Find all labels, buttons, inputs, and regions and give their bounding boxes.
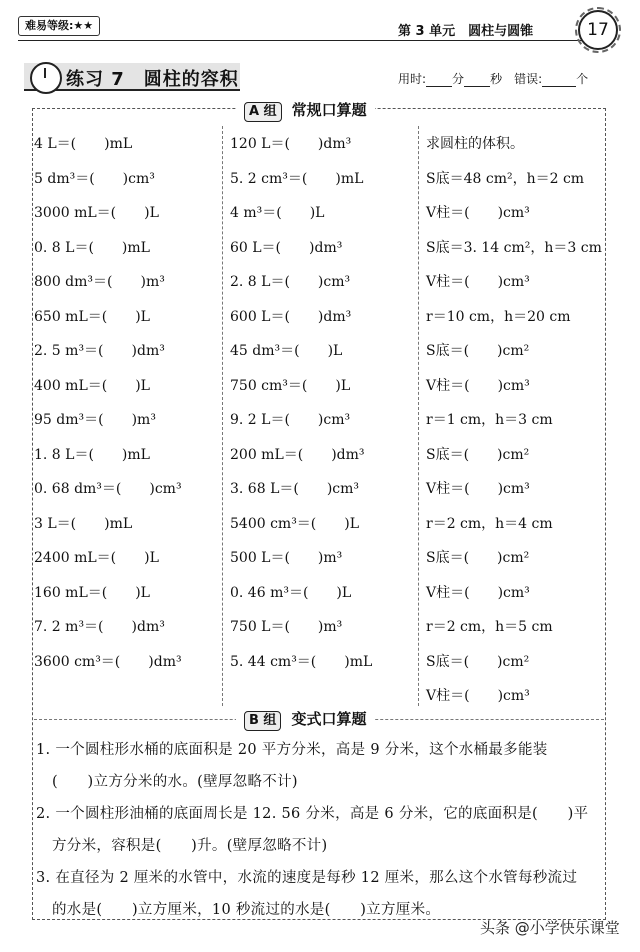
conversion-item: 0. 46 m³＝( )L	[230, 584, 352, 601]
conversion-item: 500 L＝( )m³	[230, 550, 343, 566]
cylinder-problem-line: S底＝48 cm²，h＝2 cm	[426, 170, 585, 187]
cylinder-problem-line: S底＝( )cm²	[426, 550, 530, 566]
cylinder-problem-line: V柱＝( )cm³	[426, 481, 530, 497]
conversion-item: 2. 5 m³＝( )dm³	[34, 343, 165, 359]
minutes-label: 分	[452, 72, 465, 86]
cylinder-problem-line: V柱＝( )cm³	[426, 688, 530, 704]
conversion-item: 5. 2 cm³＝( )mL	[230, 170, 364, 187]
question-2-line-2: 方分米，容积是( )升。(壁厚忽略不计)	[52, 838, 328, 854]
cylinder-problem-line: r＝10 cm，h＝20 cm	[426, 308, 571, 325]
cylinder-problem-line: r＝1 cm，h＝3 cm	[426, 412, 553, 428]
conversion-item: 750 L＝( )m³	[230, 619, 343, 635]
cylinder-problem-line: S底＝( )cm²	[426, 343, 530, 359]
question-1-line-1: 1. 一个圆柱形水桶的底面积是 20 平方分米，高是 9 分米，这个水桶最多能装	[36, 742, 548, 758]
group-b-title: 变式口算题	[291, 710, 367, 728]
conversion-item: 3 L＝( )mL	[34, 515, 133, 532]
time-used-label: 用时:	[398, 72, 427, 86]
group-a-column-3	[426, 0, 604, 720]
cylinder-problem-line: r＝2 cm，h＝4 cm	[426, 515, 553, 532]
conversion-item: 0. 68 dm³＝( )cm³	[34, 481, 182, 497]
conversion-item: 4 L＝( )mL	[34, 136, 133, 152]
question-2-line-1: 2. 一个圆柱形油桶的底面周长是 12. 56 分米，高是 6 分米，它的底面积是( )平	[36, 806, 589, 822]
cylinder-problem-line: V柱＝( )cm³	[426, 205, 530, 221]
question-3-line-1: 3. 在直径为 2 厘米的水管中，水流的速度是每秒 12 厘米，那么这个水管每秒流过	[36, 870, 578, 886]
conversion-item: 650 mL＝( )L	[34, 308, 150, 325]
cylinder-problem-line: S底＝( )cm²	[426, 653, 530, 670]
conversion-item: 200 mL＝( )dm³	[230, 446, 365, 463]
column-divider-2	[418, 126, 419, 706]
cylinder-problem-line: r＝2 cm，h＝5 cm	[426, 619, 553, 635]
exercise-title: 练习 7 圆柱的容积	[66, 69, 239, 90]
watermark: 头条 @小学快乐课堂	[480, 919, 620, 937]
question-1-line-2: ( )立方分米的水。(壁厚忽略不计)	[52, 774, 298, 790]
group-b-tag: B 组	[244, 711, 281, 731]
conversion-item: 3600 cm³＝( )dm³	[34, 653, 182, 670]
cylinder-problem-line: V柱＝( )cm³	[426, 274, 530, 290]
conversion-item: 1. 8 L＝( )mL	[34, 446, 150, 463]
group-b-header	[236, 708, 374, 730]
group-a-tag: A 组	[244, 102, 282, 122]
errors-unit: 个	[576, 72, 589, 86]
conversion-item: 750 cm³＝( )L	[230, 377, 351, 394]
question-3-line-2: 的水是( )立方厘米，10 秒流过的水是( )立方厘米。	[52, 902, 441, 918]
conversion-item: 3000 mL＝( )L	[34, 205, 159, 221]
seconds-errors-label: 秒 错误:	[490, 72, 543, 86]
conversion-item: 5 dm³＝( )cm³	[34, 170, 155, 187]
conversion-item: 400 mL＝( )L	[34, 377, 150, 394]
conversion-item: 4 m³＝( )L	[230, 205, 325, 221]
conversion-item: 600 L＝( )dm³	[230, 308, 352, 325]
conversion-item: 7. 2 m³＝( )dm³	[34, 619, 165, 635]
conversion-item: 800 dm³＝( )m³	[34, 274, 165, 290]
conversion-item: 160 mL＝( )L	[34, 584, 150, 601]
cylinder-problem-line: 求圆柱的体积。	[426, 136, 524, 152]
column-divider-1	[222, 126, 223, 706]
group-a-title: 常规口算题	[291, 101, 367, 119]
unit-title: 第 3 单元 圆柱与圆锥	[398, 24, 534, 39]
group-a-column-2	[230, 0, 416, 720]
difficulty-badge: 难易等级:★★	[18, 16, 100, 36]
conversion-item: 120 L＝( )dm³	[230, 136, 352, 152]
cylinder-problem-line: S底＝( )cm²	[426, 446, 530, 463]
cylinder-problem-line: V柱＝( )cm³	[426, 584, 530, 601]
conversion-item: 5400 cm³＝( )L	[230, 515, 360, 532]
page-number: 17	[578, 10, 618, 50]
conversion-item: 3. 68 L＝( )cm³	[230, 481, 360, 497]
group-a-column-1	[34, 0, 220, 720]
conversion-item: 2. 8 L＝( )cm³	[230, 274, 351, 290]
conversion-item: 9. 2 L＝( )cm³	[230, 412, 351, 428]
cylinder-problem-line: S底＝3. 14 cm²，h＝3 cm	[426, 239, 602, 256]
conversion-item: 2400 mL＝( )L	[34, 550, 159, 566]
conversion-item: 60 L＝( )dm³	[230, 239, 343, 256]
conversion-item: 0. 8 L＝( )mL	[34, 239, 150, 256]
conversion-item: 95 dm³＝( )m³	[34, 412, 156, 428]
conversion-item: 5. 44 cm³＝( )mL	[230, 653, 373, 670]
conversion-item: 45 dm³＝( )L	[230, 343, 343, 359]
cylinder-problem-line: V柱＝( )cm³	[426, 377, 530, 394]
